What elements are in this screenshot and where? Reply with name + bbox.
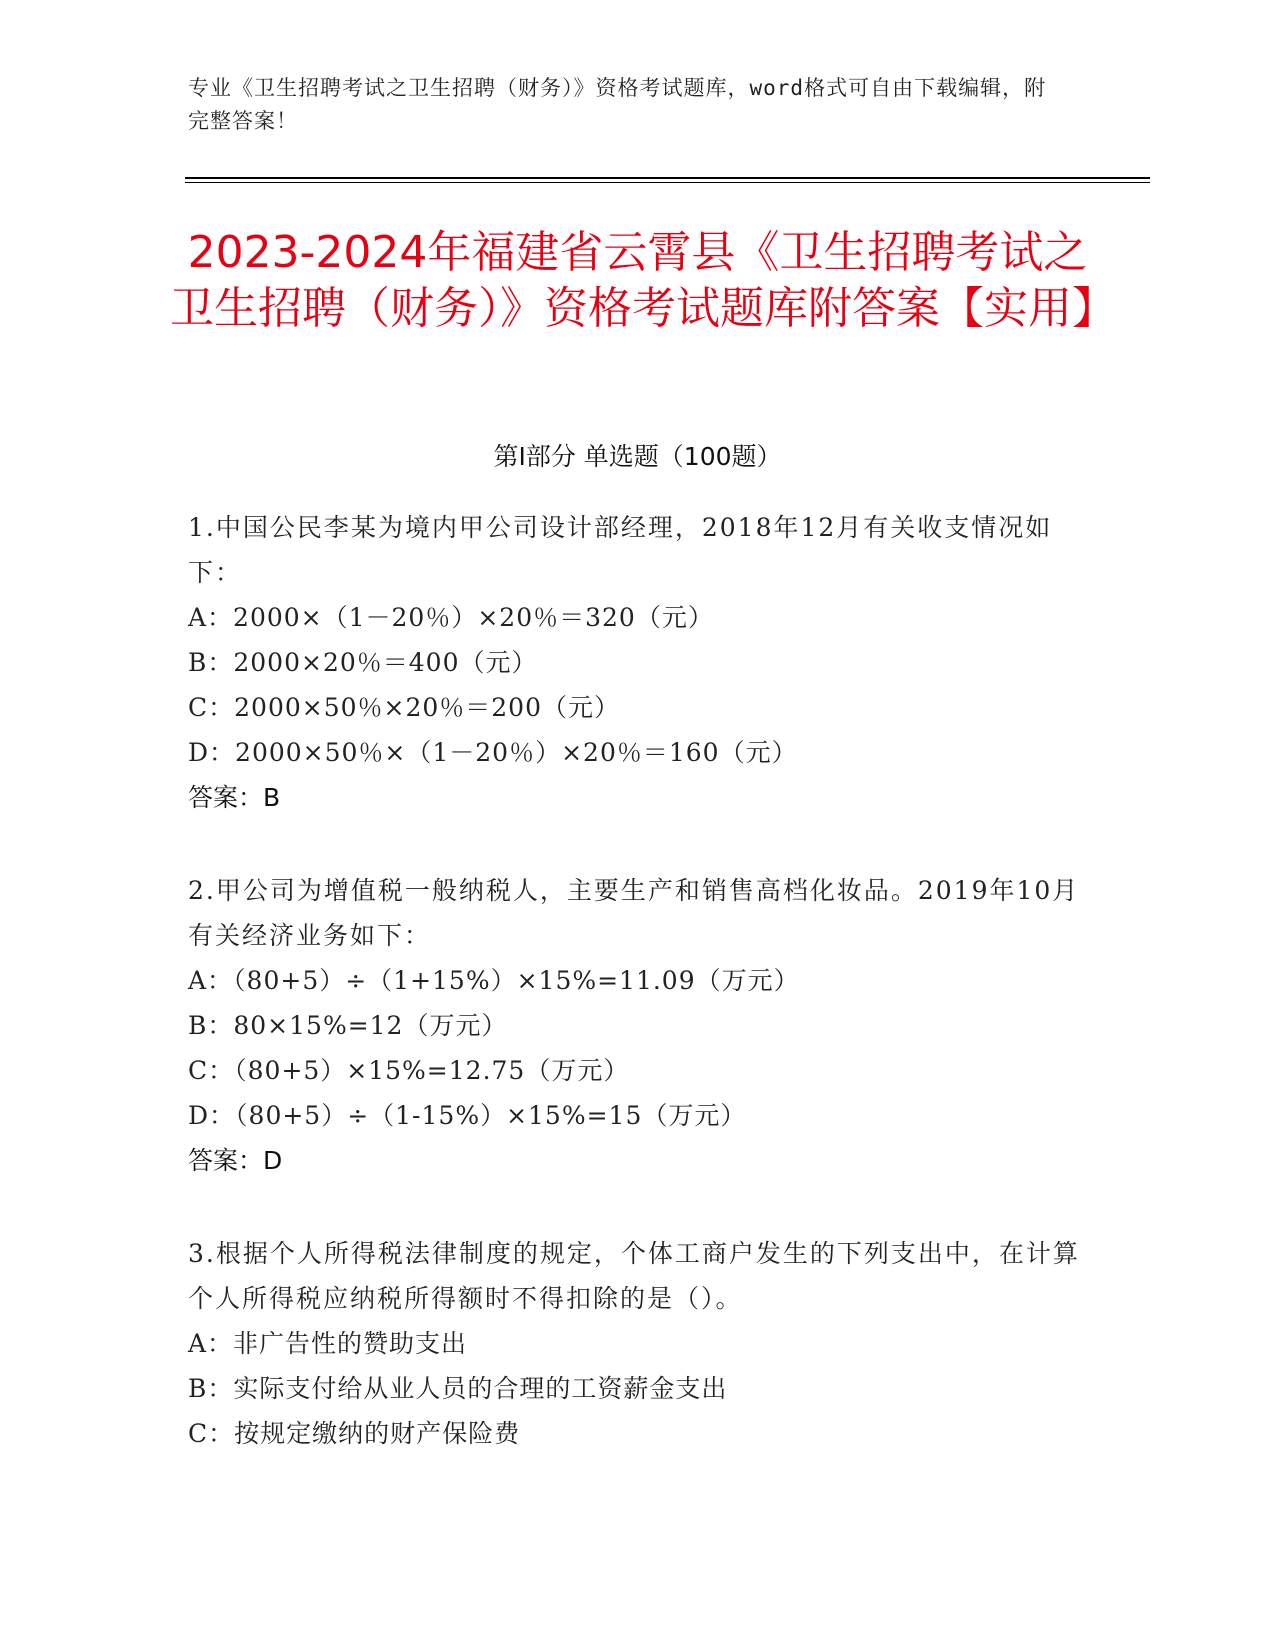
question-3	[188, 1231, 1088, 1456]
option-b: B：实际支付给从业人员的合理的工资薪金支出	[188, 1374, 728, 1403]
option-c: C：（80+5）×15%=12.75（万元）	[188, 1056, 630, 1085]
option-d: D：（80+5）÷（1-15%）×15%=15（万元）	[188, 1101, 747, 1130]
option-d: D：2000×50％×（1－20％）×20％＝160（元）	[188, 738, 798, 767]
header-note: 专业《卫生招聘考试之卫生招聘（财务）》资格考试题库，word格式可自由下载编辑，附完整答案！	[188, 76, 1047, 133]
question-stem: 3.根据个人所得税法律制度的规定，个体工商户发生的下列支出中，在计算个人所得税应纳税所得额时不得扣除的是（）。	[188, 1239, 1080, 1313]
question-stem: 1.中国公民李某为境内甲公司设计部经理，2018年12月有关收支情况如下：	[188, 513, 1053, 587]
option-a: A：2000×（1－20％）×20％＝320（元）	[188, 603, 714, 632]
question-stem: 2.甲公司为增值税一般纳税人，主要生产和销售高档化妆品。2019年10月有关经济业务如下：	[188, 876, 1080, 950]
header-divider-thin	[185, 182, 1150, 183]
document-title: 2023-2024年福建省云霄县《卫生招聘考试之卫生招聘（财务）》资格考试题库附答案【实用】	[170, 227, 1116, 334]
option-b: B：80×15%=12（万元）	[188, 1011, 508, 1040]
question-2	[188, 868, 1088, 1183]
header-divider-thick	[185, 177, 1150, 179]
section-title: 第Ⅰ部分 单选题（100题）	[493, 442, 782, 471]
answer: 答案：B	[188, 783, 281, 812]
answer: 答案：D	[188, 1146, 283, 1175]
option-a: A：非广告性的赞助支出	[188, 1329, 468, 1358]
question-1	[188, 505, 1088, 820]
option-b: B：2000×20％＝400（元）	[188, 648, 538, 677]
option-a: A：（80+5）÷（1+15%）×15%=11.09（万元）	[188, 966, 800, 995]
option-c: C：按规定缴纳的财产保险费	[188, 1419, 521, 1448]
option-c: C：2000×50％×20％＝200（元）	[188, 693, 620, 722]
